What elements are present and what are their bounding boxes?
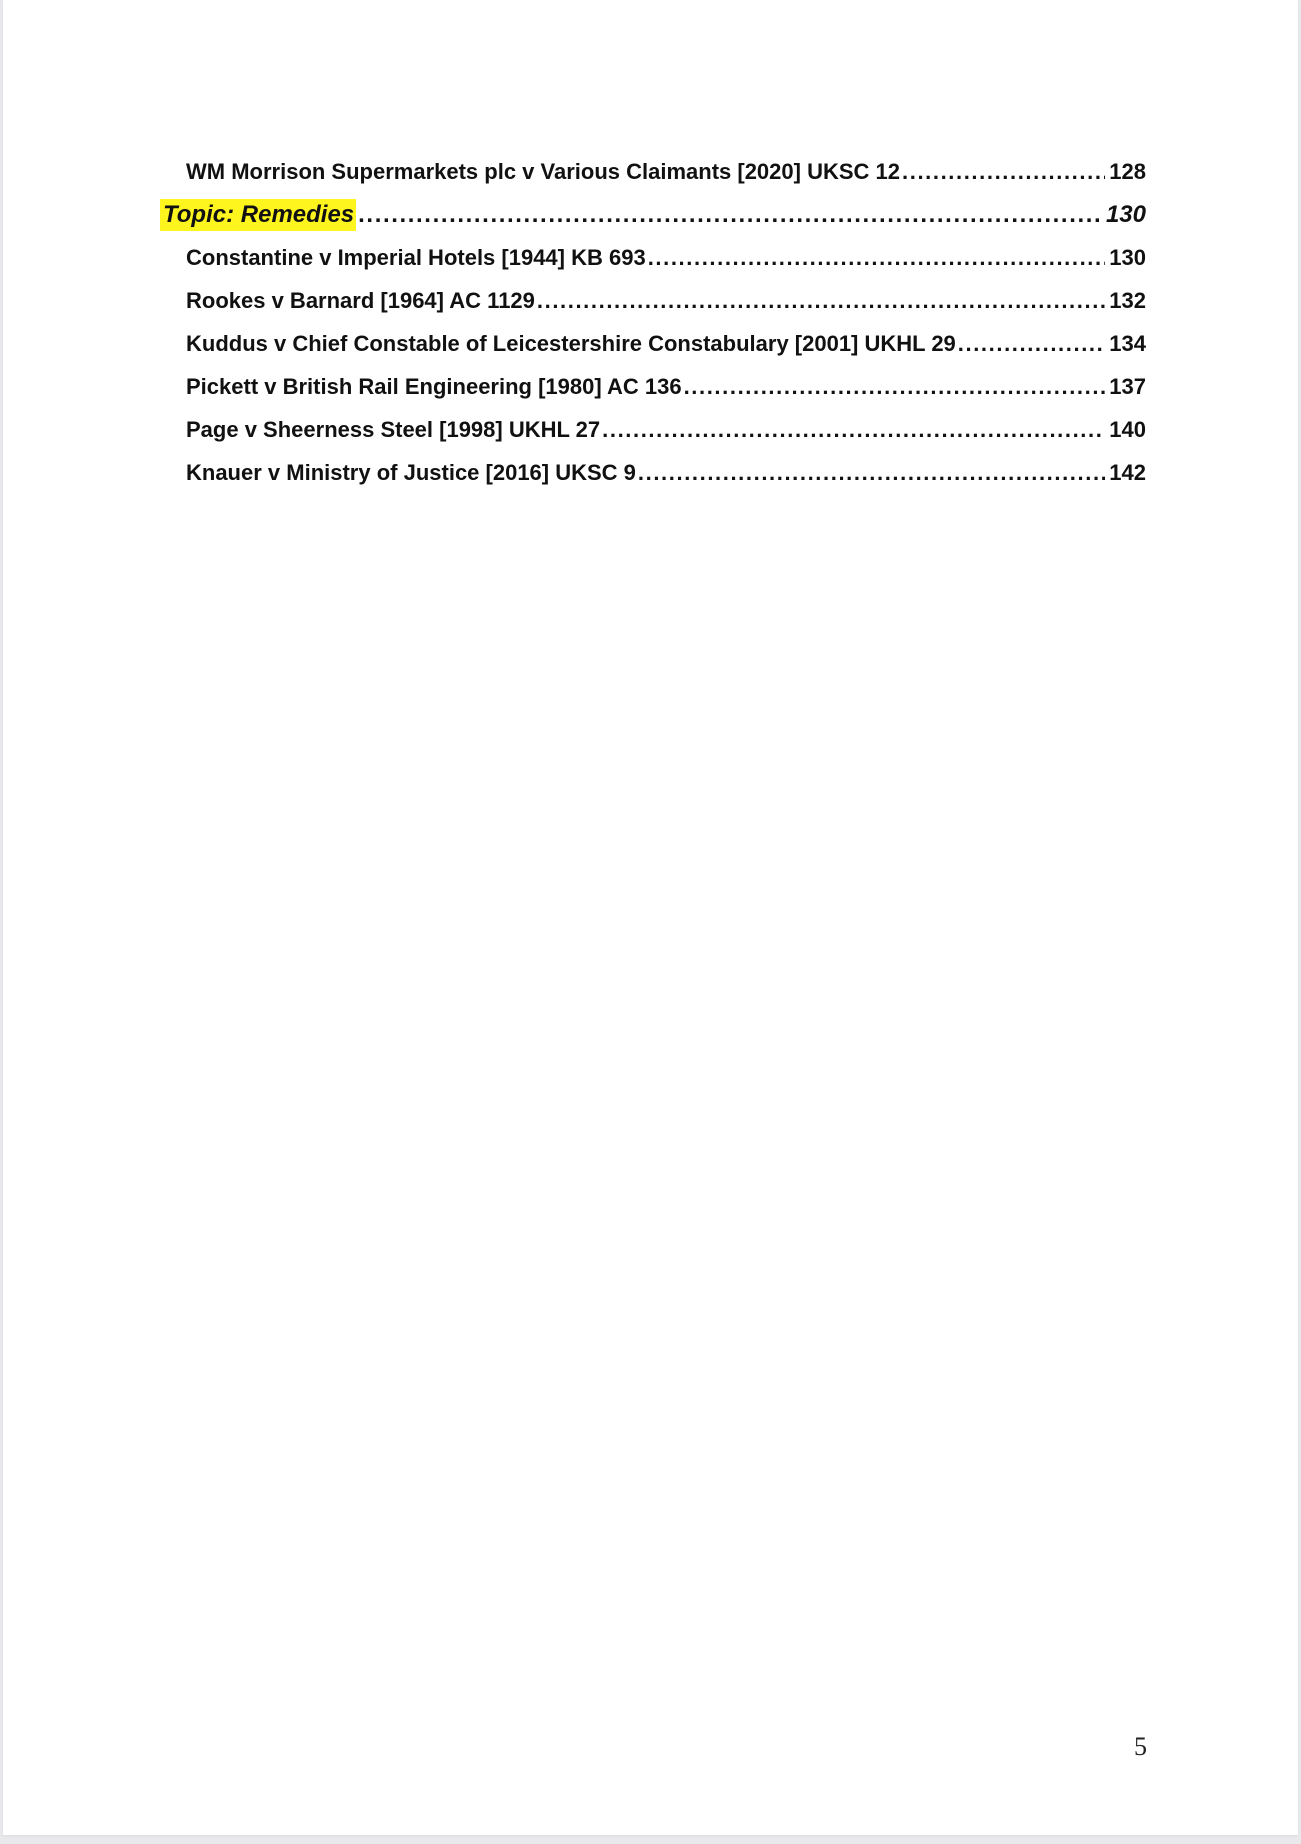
toc-entry-title: Rookes v Barnard [1964] AC 1129	[186, 288, 535, 313]
dot-leader	[902, 150, 1105, 193]
toc-entry[interactable]	[160, 365, 1146, 408]
toc-entry-title: WM Morrison Supermarkets plc v Various Claimants [2020] UKSC 12	[186, 159, 901, 184]
toc-entry-title: Constantine v Imperial Hotels [1944] KB 693	[186, 245, 646, 270]
dot-leader	[537, 279, 1105, 322]
toc-entry-title: Page v Sheerness Steel [1998] UKHL 27	[186, 417, 601, 442]
toc-entry[interactable]	[160, 408, 1146, 451]
dot-leader	[958, 322, 1105, 365]
toc-entry-page: 134	[1109, 331, 1146, 356]
toc-topic-page: 130	[1105, 201, 1146, 228]
toc-entry[interactable]	[160, 150, 1146, 193]
toc-entry-page: 140	[1109, 417, 1146, 442]
toc-topic-title: Topic: Remedies	[160, 199, 356, 231]
toc-entry[interactable]	[160, 451, 1146, 494]
dot-leader	[684, 365, 1106, 408]
toc-entry-page: 142	[1109, 460, 1146, 485]
toc-entry-title: Knauer v Ministry of Justice [2016] UKSC 9	[186, 460, 636, 485]
toc-entry-page: 128	[1109, 159, 1146, 184]
toc-topic-heading[interactable]	[160, 193, 1146, 236]
toc-entry-title: Kuddus v Chief Constable of Leicestershire Constabulary [2001] UKHL 29	[186, 331, 956, 356]
toc-entry-page: 132	[1109, 288, 1146, 313]
dot-leader	[358, 193, 1102, 236]
toc-entry[interactable]	[160, 236, 1146, 279]
toc-entry-page: 137	[1109, 374, 1146, 399]
table-of-contents	[160, 150, 1146, 494]
dot-leader	[602, 408, 1105, 451]
page-number: 5	[1134, 1732, 1147, 1761]
document-page	[3, 0, 1298, 1835]
dot-leader	[638, 451, 1105, 494]
toc-entry-page: 130	[1109, 245, 1146, 270]
toc-entry[interactable]	[160, 279, 1146, 322]
dot-leader	[648, 236, 1106, 279]
toc-entry[interactable]	[160, 322, 1146, 365]
toc-entry-title: Pickett v British Rail Engineering [1980] AC 136	[186, 374, 682, 399]
